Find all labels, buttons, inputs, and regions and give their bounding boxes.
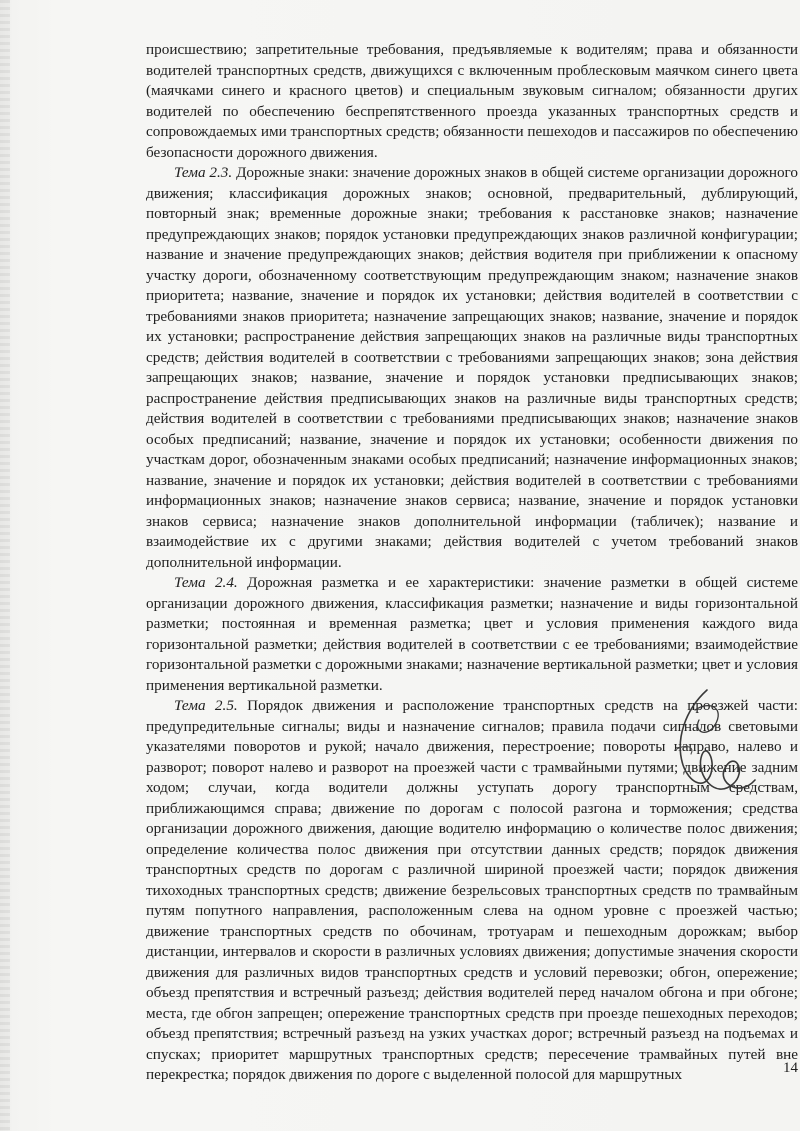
topic-text: Дорожные знаки: значение дорожных знаков в общей системе организации дорожного движения; классификация дорожных знаков; основной, предварительный, дублирующий, повторный знак; временные дорожные знаки; требования к расстановке знаков; назначение предупреждающих знаков; порядок установки предупреждающих знаков различной конфигурации; название и значение предупреждающих знаков; действия водителя при приближении к опасному участку дороги, обозначенному соответствующим предупреждающим знаком; назначение знаков приоритета; название, значение и порядок их установки; действия водителей в соответствии с требованиями знаков приоритета; назначение запрещающих знаков; название, значение и порядок их установки; распространение действия запрещающих знаков на различные виды транспортных средств; действия водителей в соответствии с требованиями запрещающих знаков; зона действия запрещающих знаков; название, значение и порядок установки предписывающих знаков; распространение действия предписывающих знаков на различные виды транспортных средств; действия водителей в соответствии с требованиями предписывающих знаков; назначение знаков особых предписаний; название, значение и порядок их установки; особенности движения по участкам дорог, обозначенным знаками особых предписаний; назначение информационных знаков; название, значение и порядок их установки; действия водителей в соответствии с требованиями информационных знаков; назначение знаков сервиса; название, значение и порядок установки знаков сервиса; назначение знаков дополнительной информации (табличек); название и взаимодействие их с другими знаками; действия водителей с учетом требований знаков дополнительной информации.	[146, 164, 798, 571]
document-body	[146, 40, 798, 1086]
scan-edge-shadow	[0, 0, 10, 1131]
handwritten-signature	[655, 680, 765, 810]
topic-label: Тема 2.3.	[174, 164, 233, 181]
topic-label: Тема 2.5.	[174, 697, 238, 714]
topic-2-4-paragraph	[146, 573, 798, 696]
continuation-paragraph: происшествию; запретительные требования, предъявляемые к водителям; права и обязанности водителей транспортных средств, движущихся с включенным проблесковым маячком синего цвета (маячками синего и красного цветов) и специальным звуковым сигналом; обязанности других водителей по обеспечению беспрепятственного проезда указанных транспортных средств и сопровождаемых ими транспортных средств; обязанности пешеходов и пассажиров по обеспечению безопасности дорожного движения.	[146, 41, 798, 161]
topic-2-3-paragraph	[146, 163, 798, 573]
topic-label: Тема 2.4.	[174, 574, 238, 591]
topic-text: Порядок движения и расположение транспортных средств на проезжей части: предупредительные сигналы; виды и назначение сигналов; правила подачи сигналов световыми указателями поворотов и рукой; начало движения, перестроение; повороты направо, налево и разворот; поворот налево и разворот на проезжей части с трамвайными путями; движение задним ходом; случаи, когда водители должны уступать дорогу транспортным средствам, приближающимся справа; движение по дорогам с полосой разгона и торможения; средства организации дорожного движения, дающие водителю информацию о количестве полос движения; определение количества полос движения при отсутствии данных средств; порядок движения транспортных средств по дорогам с различной шириной проезжей части; порядок движения тихоходных транспортных средств; движение безрельсовых транспортных средств по трамвайным путям попутного направления, расположенным слева на одном уровне с проезжей частью; движение транспортных средств по обочинам, тротуарам и пешеходным дорожкам; выбор дистанции, интервалов и скорости в различных условиях движения; допустимые значения скорости движения для различных видов транспортных средств и условий перевозки; обгон, опережение; объезд препятствия и встречный разъезд; действия водителей перед началом обгона и при обгоне; места, где обгон запрещен; опережение транспортных средств при проезде пешеходных переходов; объезд препятствия; встречный разъезд на узких участках дорог; встречный разъезд на подъемах и спусках; приоритет маршрутных транспортных средств; пересечение трамвайных путей вне перекрестка; порядок движения по дороге с выделенной полосой для маршрутных	[146, 697, 798, 1083]
page-number: 14	[783, 1060, 798, 1076]
topic-text: Дорожная разметка и ее характеристики: значение разметки в общей системе организации дорожного движения, классификация разметки; назначение и виды горизонтальной разметки; постоянная и временная разметка; цвет и условия применения каждого вида горизонтальной разметки; действия водителей в соответствии с ее требованиями; взаимодействие горизонтальной разметки с дорожными знаками; назначение вертикальной разметки; цвет и условия применения вертикальной разметки.	[146, 574, 799, 694]
